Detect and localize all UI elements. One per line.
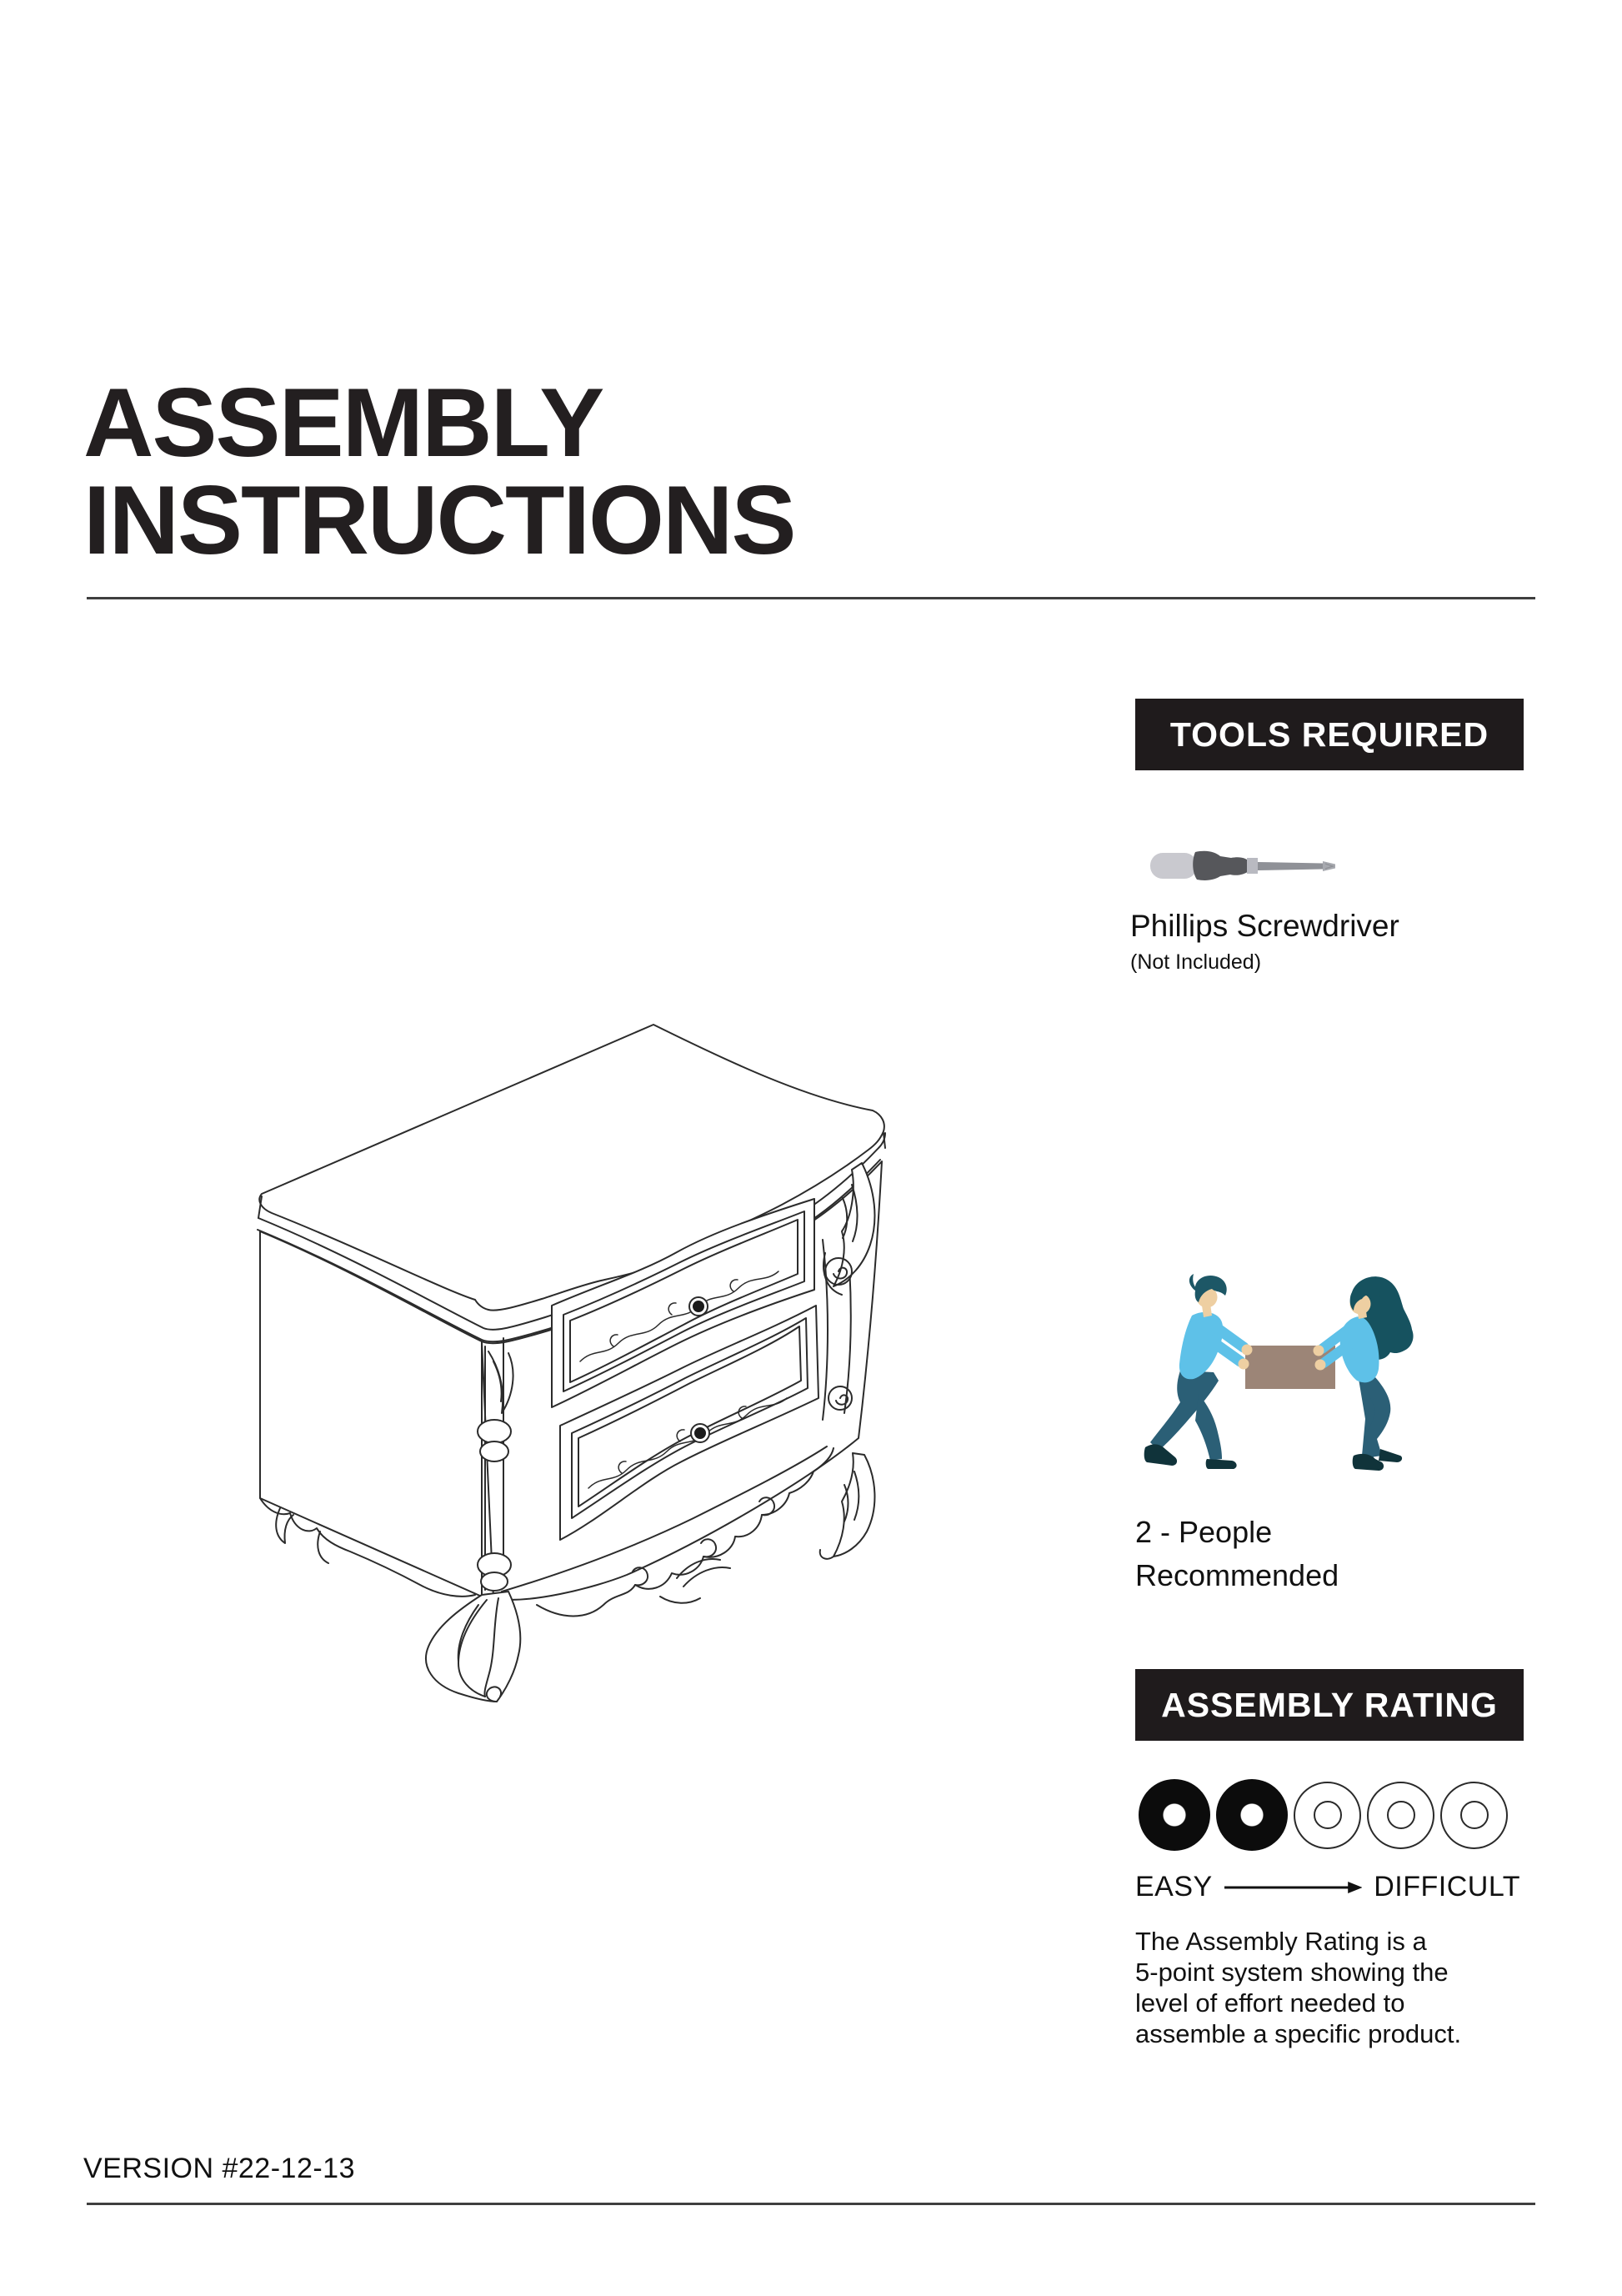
- tools-required-banner: [1135, 699, 1524, 770]
- people-recommendation: [1135, 1511, 1339, 1597]
- page-title: [83, 368, 795, 574]
- description-line-2: 5-point system showing the: [1135, 1958, 1449, 1987]
- rating-dot-filled: [1139, 1779, 1210, 1851]
- rating-scale: [1135, 1871, 1520, 1903]
- product-illustration: [243, 1021, 910, 1713]
- tool-name: Phillips Screwdriver: [1130, 909, 1399, 943]
- rating-description: [1135, 1926, 1461, 2049]
- easy-to-difficult-arrow-icon: [1224, 1881, 1363, 1894]
- people-line-2: Recommended: [1135, 1558, 1339, 1592]
- description-line-1: The Assembly Rating is a: [1135, 1927, 1427, 1956]
- tool-note: (Not Included): [1130, 950, 1262, 974]
- easy-label: EASY: [1135, 1871, 1213, 1902]
- assembly-rating-label: ASSEMBLY RATING: [1161, 1685, 1498, 1724]
- header-divider: [87, 597, 1535, 599]
- rating-dot-empty: [1294, 1782, 1361, 1849]
- assembly-rating-banner: [1135, 1669, 1524, 1741]
- description-line-4: assemble a specific product.: [1135, 2019, 1462, 2048]
- title-line-2: INSTRUCTIONS: [83, 465, 795, 574]
- title-line-1: ASSEMBLY: [83, 368, 603, 477]
- rating-dot-filled: [1216, 1779, 1288, 1851]
- phillips-screwdriver-icon: [1149, 847, 1340, 885]
- two-people-carrying-box-icon: [1144, 1269, 1427, 1491]
- people-line-1: 2 - People: [1135, 1515, 1273, 1549]
- rating-dot-empty: [1367, 1782, 1434, 1849]
- difficult-label: DIFFICULT: [1374, 1871, 1520, 1902]
- tools-required-label: TOOLS REQUIRED: [1169, 714, 1489, 754]
- rating-dots: [1139, 1777, 1508, 1852]
- footer-divider: [87, 2203, 1535, 2205]
- description-line-3: level of effort needed to: [1135, 1988, 1405, 2018]
- version-text: VERSION #22-12-13: [83, 2153, 355, 2184]
- rating-dot-empty: [1440, 1782, 1508, 1849]
